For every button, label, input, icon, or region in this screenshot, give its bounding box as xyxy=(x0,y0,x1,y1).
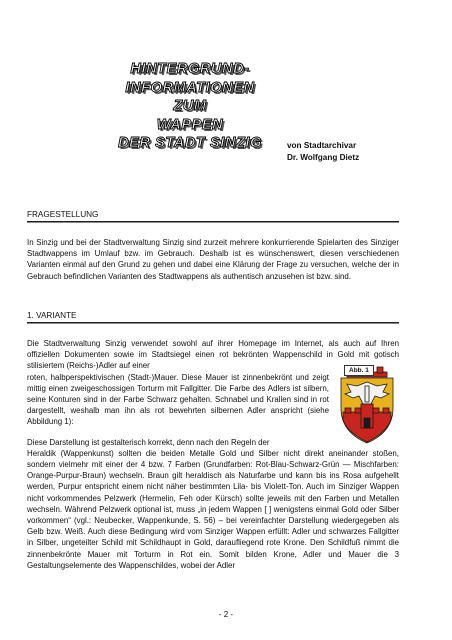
paragraph-intro: Die Stadtverwaltung Sinzig verwendet sowohl auf ihrer Homepage im Internet, als auch auf Ihren offiziellen Dokumenten sowie im Stadtsiegel einen rot bekrönten Wappenschild in Gold mit gotisch stilisiertem (Reichs-)Adler auf einer xyxy=(27,339,399,371)
section-heading: FRAGESTELLUNG xyxy=(27,209,399,222)
author-line-1: von Stadtarchivar xyxy=(287,141,357,150)
author-block xyxy=(287,140,417,164)
section-paragraph: In Sinzig und bei der Stadtverwaltung Sinzig sind zurzeit mehrere konkurrierende Spielarten des Sinziger Stadtwappens im Umlauf bzw. im Gebrauch. Deshalb ist es wünschenswert, diesen verschiedenen Varianten einmal auf den Grund zu gehen und dabei eine Klärung der Frage zu versuchen, welche der in Gebrauch befindlichen Varianten des Stadtwappens als authentisch anzusehen ist bzw. sind. xyxy=(27,238,399,281)
title-line-5: DER STADT SINZIG xyxy=(118,135,262,151)
document-title xyxy=(100,60,280,153)
title-line-2: INFORMATIONEN xyxy=(125,79,255,96)
figure-label: Abb. 1 xyxy=(344,365,374,376)
author-line-2: Dr. Wolfgang Dietz xyxy=(287,153,360,162)
paragraph-wrapped: roten, halbperspektivischen (Stadt-)Mauer. Diese Mauer ist zinnenbekrönt und zeigt mittig einen zweigeschossigen Torturm mit Fallgitter. Die Farbe des Adlers ist silbern, seine Konturen sind in der Farbe Schwarz gehalten. Schnabel und Krallen sind in rot dargestellt, weshalb man ihn als rot bewehrten silbernen Adler anspricht (siehe Abbildung 1): xyxy=(27,372,329,427)
section-heading: 1. VARIANTE xyxy=(27,310,399,323)
page-number: - 2 - xyxy=(218,610,234,619)
section-fragestellung xyxy=(27,209,399,282)
title-line-4: WAPPEN xyxy=(156,116,224,133)
title-line-1: HINTERGRUND- xyxy=(130,61,250,77)
paragraph-2-rest: Heraldik (Wappenkunst) sollten die beiden Metalle Gold und Silber nicht direkt aneinander stoßen, sondern vielmehr mit einer der 4 bzw. 7 Farben (Grundfarben: Rot-Blau-Schwarz-Grün — Mischfarben: Orange-Purpur-Braun) wechseln. Braun gilt heraldisch als Naturfarbe und kann bis ins Rosa aufgehellt werden, Purpur entspricht einem nicht näher bestimmten Lila- bis Violett-Ton. Auch im Sinziger Wappen nicht vorkommendes Pelzwerk (Hermelin, Feh oder Kürsch) sollte jeweils mit den Farben und Metallen wechseln. Während Pelzwerk optional ist, muss „in jedem Wappen [ ] wenigstens einmal Gold oder Silber vorkommen“ (vgl.: Neubecker, Wappenkunde, S. 56) – bei vereinfachter Darstellung wiedergegeben als Gelb bzw. Weiß. Auch diese Bedingung wird vom Sinziger Wappen erfüllt: Adler und schwarzes Fallgitter in Silber, ungeteilter Schild mit Schildhaupt in Gold, daraufliegend rote Krone. Den Schildfuß nimmt die zinnenbekrönte Mauer mit Torturm in Rot ein. Somit bilden Krone, Adler und Mauer die 3 Gestaltungselemente des Wappenschildes, wobei der Adler xyxy=(27,448,399,570)
title-line-3: ZUM xyxy=(173,98,207,114)
paragraph-2-start: Diese Darstellung ist gestalterisch korrekt, denn nach den Regeln der xyxy=(27,437,270,447)
